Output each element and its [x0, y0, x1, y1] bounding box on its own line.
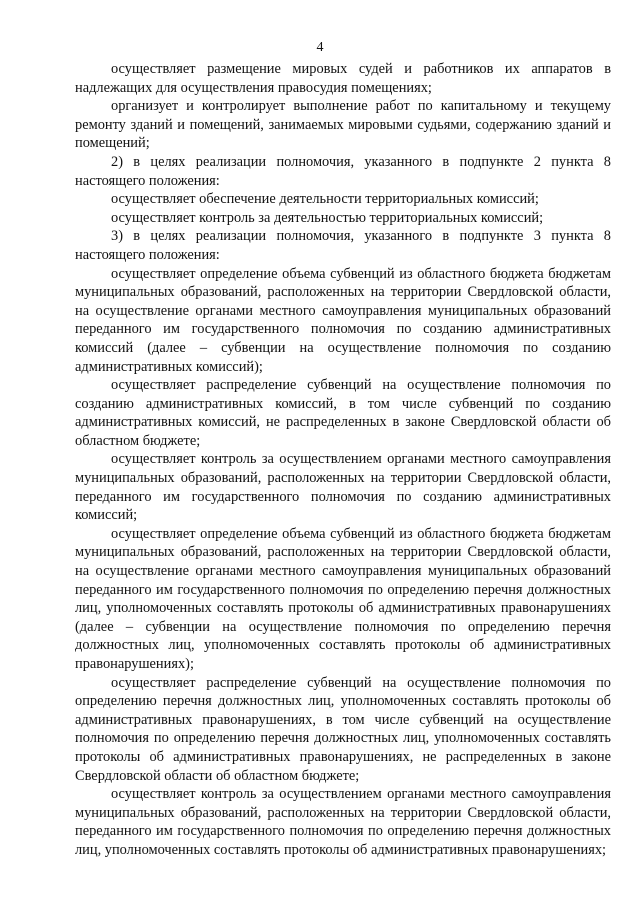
- paragraph: осуществляет размещение мировых судей и работников их аппаратов в надлежащих для осуществления правосудия помещениях;: [75, 61, 611, 96]
- paragraph: осуществляет контроль за деятельностью территориальных комиссий;: [111, 209, 544, 226]
- paragraph: осуществляет определение объема субвенций из областного бюджета бюджетам муниципальных образований, расположенных на территории Свердловской области, на осуществление органами местного самоуправления муниципальных образований переданного им государственного полномочия по определению перечня должностных лиц, уполномоченных составлять протоколы об административных правонарушениях (далее – субвенции на осуществление полномочия по определению перечня должностных лиц, уполномоченных составлять протоколы об административных правонарушениях);: [75, 525, 611, 672]
- paragraph: осуществляет определение объема субвенций из областного бюджета бюджетам муниципальных образований, расположенных на территории Свердловской области, на осуществление органами местного самоуправления муниципальных образований переданного им государственного полномочия по созданию административных комиссий (далее – субвенции на осуществление полномочия по созданию административных комиссий);: [75, 265, 611, 375]
- paragraph: осуществляет обеспечение деятельности территориальных комиссий;: [111, 191, 539, 208]
- paragraph: осуществляет распределение субвенций на осуществление полномочия по определению перечня должностных лиц, уполномоченных составлять протоколы об административных правонарушениях, в том числе субвенций на осуществление полномочия по определению перечня должностных лиц, уполномоченных составлять протоколы об административных правонарушениях, не распределенных в законе Свердловской области об областном бюджете;: [75, 674, 611, 784]
- paragraph: 2) в целях реализации полномочия, указанного в подпункте 2 пункта 8 настоящего положения:: [75, 153, 611, 189]
- page-number: 4: [316, 40, 324, 55]
- paragraph: осуществляет контроль за осуществлением органами местного самоуправления муниципальных образований, расположенных на территории Свердловской области, переданного им государственного полномочия по созданию административных комиссий;: [75, 451, 611, 524]
- paragraph: осуществляет контроль за осуществлением органами местного самоуправления муниципальных образований, расположенных на территории Свердловской области, переданного им государственного полномочия по определению перечня должностных лиц, уполномоченных составлять протоколы об административных правонарушениях;: [75, 786, 611, 858]
- paragraph: осуществляет распределение субвенций на осуществление полномочия по созданию административных комиссий, в том числе субвенций по созданию административных комиссий, не распределенных в законе Свердловской области об областном бюджете;: [75, 377, 611, 449]
- document-body: [75, 60, 611, 860]
- paragraph: 3) в целях реализации полномочия, указанного в подпункте 3 пункта 8 настоящего положения:: [75, 228, 611, 263]
- paragraph: организует и контролирует выполнение работ по капитальному и текущему ремонту зданий и помещений, занимаемых мировыми судьями, содержанию зданий и помещений;: [75, 98, 611, 152]
